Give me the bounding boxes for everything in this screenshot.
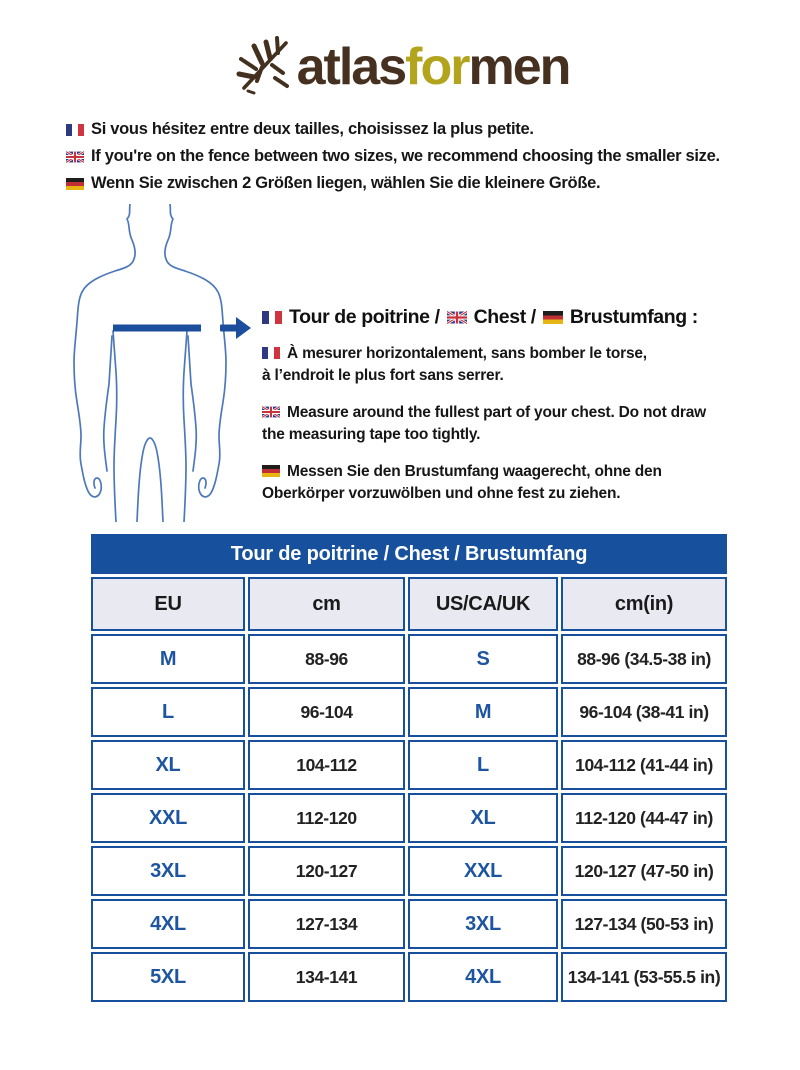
cm-in-cell: 88-96 (34.5-38 in) (561, 634, 727, 684)
cm-cell: 134-141 (248, 952, 405, 1002)
heading-en: Chest / (473, 306, 536, 328)
eu-size-cell: 4XL (91, 899, 245, 949)
col-header-eu: EU (91, 577, 245, 631)
table-row (91, 793, 727, 843)
measure-fr-line1: À mesurer horizontalement, sans bomber le torse, (287, 345, 647, 362)
advice-line-fr (66, 116, 778, 143)
eu-size-cell: 3XL (91, 846, 245, 896)
size-advice-block (66, 116, 778, 197)
us-size-cell: L (408, 740, 558, 790)
cm-in-cell: 120-127 (47-50 in) (561, 846, 727, 896)
table-row (91, 740, 727, 790)
heading-fr: Tour de poitrine / (289, 306, 440, 328)
eu-size-cell: XXL (91, 793, 245, 843)
measure-de-line1: Messen Sie den Brustumfang waagerecht, ohne den (287, 463, 662, 480)
flag-uk-icon (66, 151, 84, 163)
advice-text-fr: Si vous hésitez entre deux tailles, choisissez la plus petite. (91, 120, 534, 138)
us-size-cell: S (408, 634, 558, 684)
advice-text-de: Wenn Sie zwischen 2 Größen liegen, wählen Sie die kleinere Größe. (91, 174, 601, 192)
us-size-cell: M (408, 687, 558, 737)
brand-name-for: for (405, 38, 469, 96)
col-header-cm: cm (248, 577, 405, 631)
cm-in-cell: 104-112 (41-44 in) (561, 740, 727, 790)
table-row (91, 634, 727, 684)
flag-france-icon (262, 311, 282, 324)
flag-germany-icon (262, 465, 280, 477)
chest-measure-heading (262, 306, 754, 329)
measure-fr-line2: à l’endroit le plus fort sans serrer. (262, 367, 504, 384)
table-header-row (91, 577, 727, 631)
cm-in-cell: 127-134 (50-53 in) (561, 899, 727, 949)
cm-cell: 88-96 (248, 634, 405, 684)
table-row (91, 952, 727, 1002)
table-row (91, 846, 727, 896)
flag-germany-icon (66, 178, 84, 190)
cm-cell: 120-127 (248, 846, 405, 896)
cm-cell: 127-134 (248, 899, 405, 949)
cm-in-cell: 134-141 (53-55.5 in) (561, 952, 727, 1002)
cm-cell: 104-112 (248, 740, 405, 790)
brand-twig-icon (231, 32, 295, 98)
eu-size-cell: L (91, 687, 245, 737)
measure-de-line2: Oberkörper vorzuwölben und ohne fest zu ziehen. (262, 485, 621, 502)
eu-size-cell: XL (91, 740, 245, 790)
measure-en-line1: Measure around the fullest part of your chest. Do not draw (287, 404, 707, 421)
flag-france-icon (262, 347, 280, 359)
advice-line-de (66, 170, 778, 197)
size-table (88, 531, 730, 1005)
flag-uk-icon (447, 311, 467, 324)
heading-de: Brustumfang : (569, 306, 698, 328)
eu-size-cell: M (91, 634, 245, 684)
cm-cell: 112-120 (248, 793, 405, 843)
cm-in-cell: 96-104 (38-41 in) (561, 687, 727, 737)
measure-paragraph-de (262, 461, 754, 505)
cm-cell: 96-104 (248, 687, 405, 737)
chest-measure-block (262, 306, 754, 520)
col-header-cm-in: cm(in) (561, 577, 727, 631)
brand-name (296, 38, 570, 96)
us-size-cell: XL (408, 793, 558, 843)
table-title: Tour de poitrine / Chest / Brustumfang (91, 534, 727, 574)
us-size-cell: 4XL (408, 952, 558, 1002)
brand-name-atlas: atlas (296, 38, 406, 96)
col-header-us: US/CA/UK (408, 577, 558, 631)
table-title-row (91, 534, 727, 574)
flag-france-icon (66, 124, 84, 136)
eu-size-cell: 5XL (91, 952, 245, 1002)
us-size-cell: 3XL (408, 899, 558, 949)
advice-text-en: If you're on the fence between two sizes, we recommend choosing the smaller size. (91, 147, 720, 165)
measure-paragraph-en (262, 402, 754, 446)
us-size-cell: XXL (408, 846, 558, 896)
flag-uk-icon (262, 406, 280, 418)
cm-in-cell: 112-120 (44-47 in) (561, 793, 727, 843)
measure-paragraph-fr (262, 343, 754, 387)
measure-en-line2: the measuring tape too tightly. (262, 426, 481, 443)
table-row (91, 687, 727, 737)
body-silhouette-diagram (55, 204, 255, 522)
brand-logo (0, 36, 800, 98)
table-row (91, 899, 727, 949)
flag-germany-icon (543, 311, 563, 324)
advice-line-en (66, 143, 778, 170)
brand-name-men: men (468, 38, 570, 96)
